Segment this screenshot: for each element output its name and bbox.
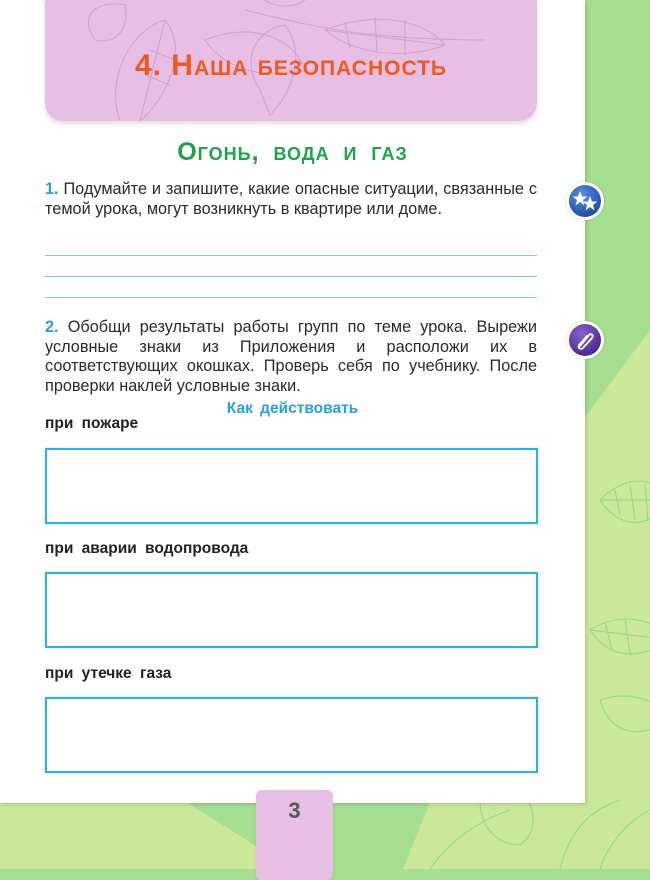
answer-line[interactable]	[45, 297, 537, 298]
answer-line[interactable]	[45, 255, 537, 256]
chapter-title: 4. Наша безопасность	[134, 49, 448, 82]
chapter-header	[45, 0, 537, 121]
section-label-fire: при пожаре	[45, 415, 139, 432]
page-number-tab	[256, 790, 333, 880]
paperclip-icon	[569, 324, 601, 356]
answer-line[interactable]	[45, 276, 537, 277]
stars-icon	[569, 185, 601, 217]
appendix-marker	[566, 321, 604, 359]
section-label-water: при аварии водопровода	[45, 540, 249, 557]
creative-task-marker	[566, 182, 604, 220]
task-text: Подумайте и запишите, какие опасные ситуации, связанные с темой урока, могут возникнуть в квартире или доме.	[45, 180, 537, 218]
task-number: 1.	[45, 180, 59, 198]
task-1	[45, 180, 537, 219]
subheading: Как действовать	[226, 400, 359, 417]
task-text: Обобщи результаты работы групп по теме урока. Вырежи условные знаки из Приложения и расположи их в соответствующих окошках. Проверь себя по учебнику. После проверки наклей условные знаки.	[45, 318, 537, 395]
page-number: 3	[288, 798, 301, 823]
section-label-gas: при утечке газа	[45, 665, 172, 682]
task-number: 2.	[45, 318, 59, 336]
lesson-title: Огонь, вода и газ	[177, 138, 408, 166]
sticker-box-fire[interactable]	[45, 448, 538, 524]
sticker-box-gas[interactable]	[45, 697, 538, 773]
task-2	[45, 318, 537, 396]
sticker-box-water[interactable]	[45, 572, 538, 648]
